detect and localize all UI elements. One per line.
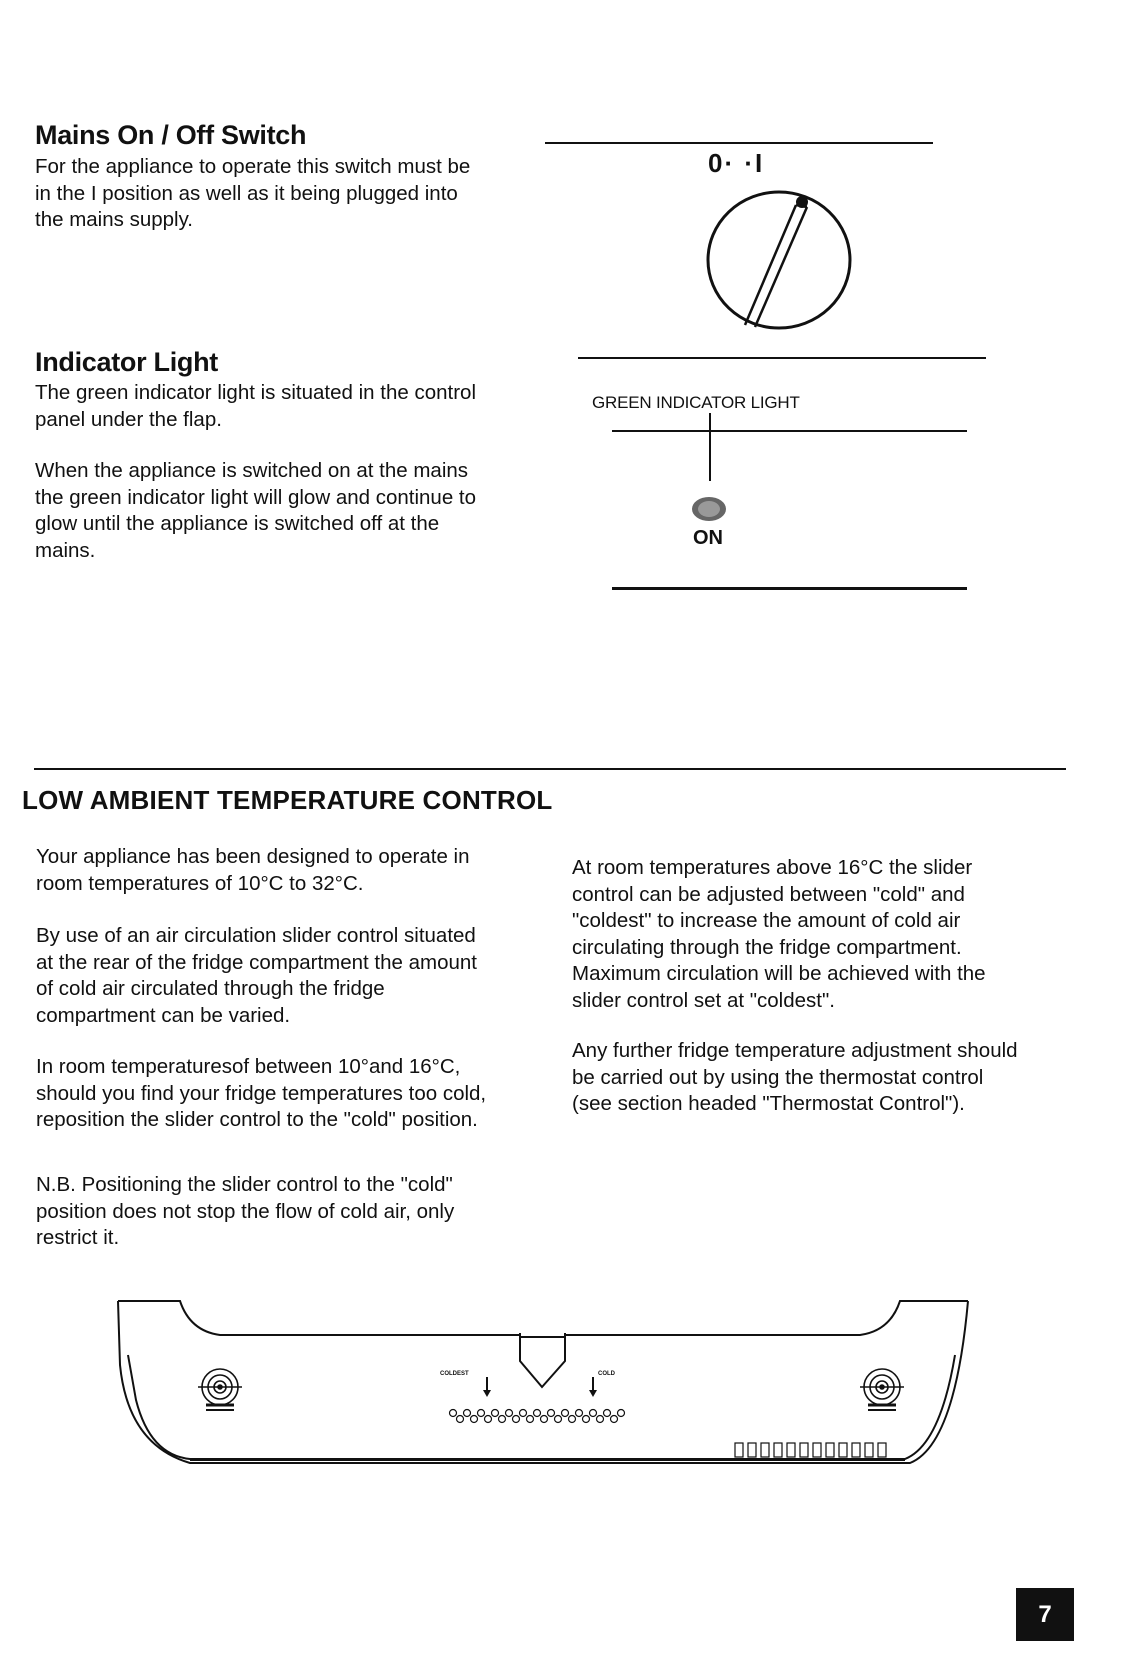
left-clip-icon <box>198 1369 242 1410</box>
low-ambient-right-p1: At room temperatures above 16°C the slider control can be adjusted between "cold" and "coldest" to increase the amount of cold air circulating through the fridge compartment. Maximum circulation will be achieved with the slider control set at "coldest". <box>572 856 986 1012</box>
divider <box>545 142 933 144</box>
low-ambient-right-p2: Any further fridge temperature adjustment should be carried out by using the thermostat control (see section headed "Thermostat Control"). <box>572 1039 1018 1115</box>
page-number: 7 <box>1016 1588 1074 1641</box>
right-clip-icon <box>860 1369 904 1410</box>
divider <box>612 430 967 432</box>
air-circulation-slider-diagram <box>110 1295 980 1485</box>
low-ambient-left-p3: In room temperaturesof between 10°and 16°C, should you find your fridge temperatures too cold, reposition the slider control to the "cold" position. <box>36 1055 487 1131</box>
section-divider <box>34 768 1066 770</box>
indicator-light-icon <box>689 495 729 523</box>
divider <box>612 587 967 590</box>
indicator-light-text-2: When the appliance is switched on at the mains the green indicator light will glow and continue to glow until the appliance is switched off at the mains. <box>35 459 477 562</box>
on-label: ON <box>693 527 723 549</box>
low-ambient-left-p4: N.B. Positioning the slider control to the "cold" position does not stop the flow of cold air, only restrict it. <box>36 1173 455 1249</box>
low-ambient-left-p2: By use of an air circulation slider control situated at the rear of the fridge compartment the amount of cold air circulated through the fridge compartment can be varied. <box>36 924 477 1027</box>
indicator-light-text-1: The green indicator light is situated in the control panel under the flap. <box>35 381 477 431</box>
low-ambient-heading: LOW AMBIENT TEMPERATURE CONTROL <box>22 785 553 815</box>
bottom-slots <box>735 1443 886 1457</box>
mains-switch-text: For the appliance to operate this switch must be in the I position as well as it being plugged into the mains supply. <box>35 155 471 231</box>
label-pointer-line <box>709 413 711 481</box>
green-indicator-light-label: GREEN INDICATOR LIGHT <box>592 393 800 412</box>
air-vent-holes <box>450 1410 625 1423</box>
switch-position-labels: 0· ·I <box>708 148 765 178</box>
low-ambient-left-p1: Your appliance has been designed to operate in room temperatures of 10°C to 32°C. <box>36 845 470 895</box>
coldest-label: COLDEST <box>440 1371 469 1377</box>
cold-label: COLD <box>598 1371 615 1377</box>
mains-switch-dial-icon <box>700 185 860 335</box>
mains-switch-heading: Mains On / Off Switch <box>35 120 307 150</box>
divider <box>578 357 986 359</box>
indicator-light-heading: Indicator Light <box>35 347 218 377</box>
